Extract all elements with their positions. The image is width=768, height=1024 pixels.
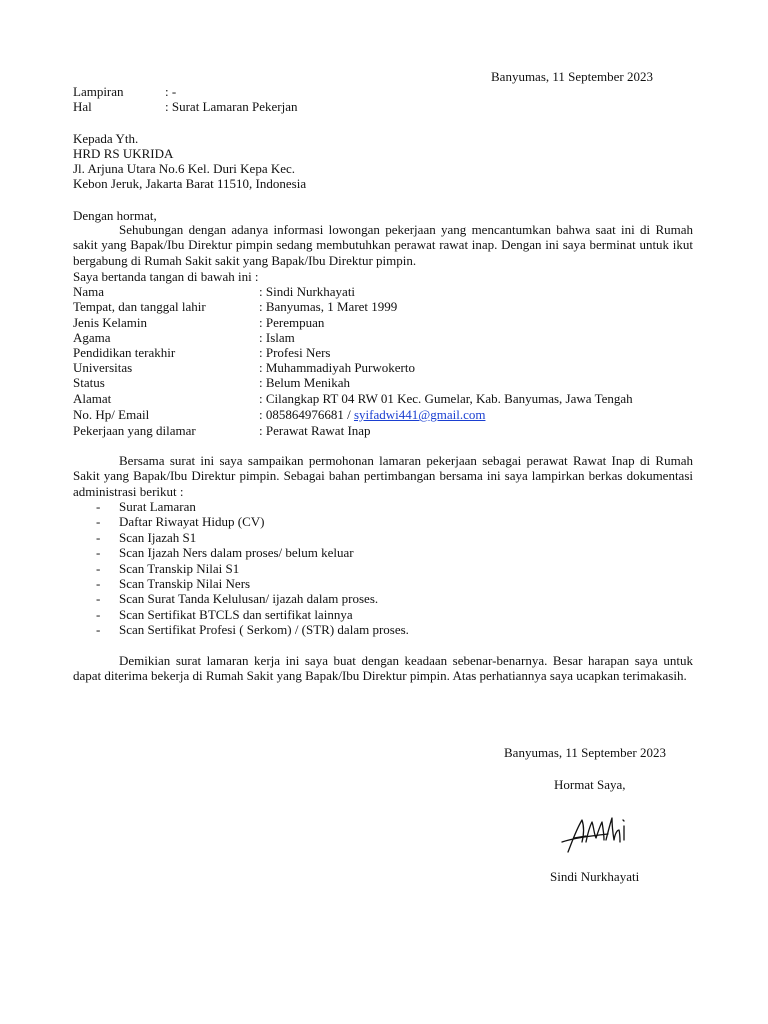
field-value: : Cilangkap RT 04 RW 01 Kec. Gumelar, Kab. Banyumas, Jawa Tengah	[259, 391, 633, 406]
field-value: : Perawat Rawat Inap	[259, 423, 371, 438]
list-item-text: Daftar Riwayat Hidup (CV)	[119, 514, 265, 530]
closing-paragraph: Demikian surat lamaran kerja ini saya buat dengan keadaan sebenar-benarnya. Besar harapan saya untuk dapat diterima bekerja di Rumah Sakit yang Bapak/Ibu Direktur pimpin. Atas perhatiannya saya ucapkan terimakasih.	[73, 653, 693, 684]
phone-number: : 085864976681 /	[259, 407, 354, 422]
field-label: Tempat, dan tanggal lahir	[73, 299, 206, 314]
closing-paragraph-block	[73, 653, 693, 684]
list-dash: -	[96, 514, 101, 530]
field-value	[259, 407, 485, 422]
body-paragraph-block	[73, 453, 693, 499]
field-value: : Profesi Ners	[259, 345, 331, 360]
field-label: Pendidikan terakhir	[73, 345, 176, 360]
field-label: Universitas	[73, 360, 133, 375]
field-label: Alamat	[73, 391, 112, 406]
list-item-text: Scan Sertifikat Profesi ( Serkom) / (STR) dalam proses.	[119, 622, 409, 638]
signature-image	[560, 812, 632, 856]
list-dash: -	[96, 529, 101, 545]
field-label: Jenis Kelamin	[73, 315, 148, 330]
recipient-line: Kebon Jeruk, Jakarta Barat 11510, Indonesia	[73, 176, 307, 191]
letter-date-bottom: Banyumas, 11 September 2023	[504, 745, 666, 760]
list-dash: -	[96, 575, 101, 591]
field-label: Pekerjaan yang dilamar	[73, 423, 196, 438]
list-dash: -	[96, 591, 101, 607]
field-value: : Banyumas, 1 Maret 1999	[259, 299, 398, 314]
list-dash: -	[96, 499, 101, 514]
field-value: : Perempuan	[259, 315, 325, 330]
list-item-text: Scan Transkip Nilai Ners	[119, 575, 251, 591]
body-paragraph: Bersama surat ini saya sampaikan permohonan lamaran pekerjaan sebagai perawat Rawat Inap di Rumah Sakit yang Bapak/Ibu Direktur pimpin. Sebagai bahan pertimbangan bersama ini saya lampirkan berkas dokumentasi administrasi berikut :	[73, 453, 693, 499]
salutation: Dengan hormat,	[73, 208, 157, 223]
regards: Hormat Saya,	[554, 777, 626, 792]
header-value: : -	[165, 84, 177, 99]
intro-paragraph-block	[73, 222, 693, 268]
field-label: No. Hp/ Email	[73, 407, 150, 422]
header-label: Lampiran	[73, 84, 124, 99]
list-item-text: Scan Ijazah S1	[119, 529, 197, 545]
list-item-text: Scan Sertifikat BTCLS dan sertifikat lainnya	[119, 606, 353, 622]
header-value: : Surat Lamaran Pekerjan	[165, 99, 298, 114]
header-lampiran	[73, 84, 177, 99]
field-label: Agama	[73, 330, 111, 345]
letter-date-top: Banyumas, 11 September 2023	[491, 69, 653, 84]
list-dash: -	[96, 560, 101, 576]
recipient-line: Kepada Yth.	[73, 131, 139, 146]
list-item-text: Scan Ijazah Ners dalam proses/ belum keluar	[119, 545, 354, 561]
list-item-text: Scan Surat Tanda Kelulusan/ ijazah dalam proses.	[119, 591, 379, 607]
list-dash: -	[96, 545, 101, 561]
list-item-text: Surat Lamaran	[119, 499, 196, 514]
signer-name: Sindi Nurkhayati	[550, 869, 640, 884]
field-label: Nama	[73, 284, 105, 299]
email-link[interactable]: syifadwi441@gmail.com	[353, 407, 486, 422]
list-dash: -	[96, 622, 101, 638]
list-dash: -	[96, 606, 101, 622]
field-value: : Muhammadiyah Purwokerto	[259, 360, 415, 375]
recipient-line: HRD RS UKRIDA	[73, 146, 174, 161]
field-value: : Sindi Nurkhayati	[259, 284, 356, 299]
header-hal	[73, 99, 298, 114]
intro-paragraph: Sehubungan dengan adanya informasi lowongan pekerjaan yang mencantumkan bahwa saat ini di Rumah sakit yang Bapak/Ibu Direktur pimpin sedang membutuhkan perawat rawat inap. Dengan ini saya berminat untuk ikut bergabung di Rumah Sakit sakit yang Bapak/Ibu Direktur pimpin.	[73, 222, 693, 268]
field-value: : Islam	[259, 330, 295, 345]
header-label: Hal	[73, 99, 92, 114]
list-item-text: Scan Transkip Nilai S1	[119, 560, 240, 576]
field-value: : Belum Menikah	[259, 375, 350, 390]
recipient-line: Jl. Arjuna Utara No.6 Kel. Duri Kepa Kec.	[73, 161, 296, 176]
field-label: Status	[73, 375, 105, 390]
undersigned-line: Saya bertanda tangan di bawah ini :	[73, 269, 259, 284]
